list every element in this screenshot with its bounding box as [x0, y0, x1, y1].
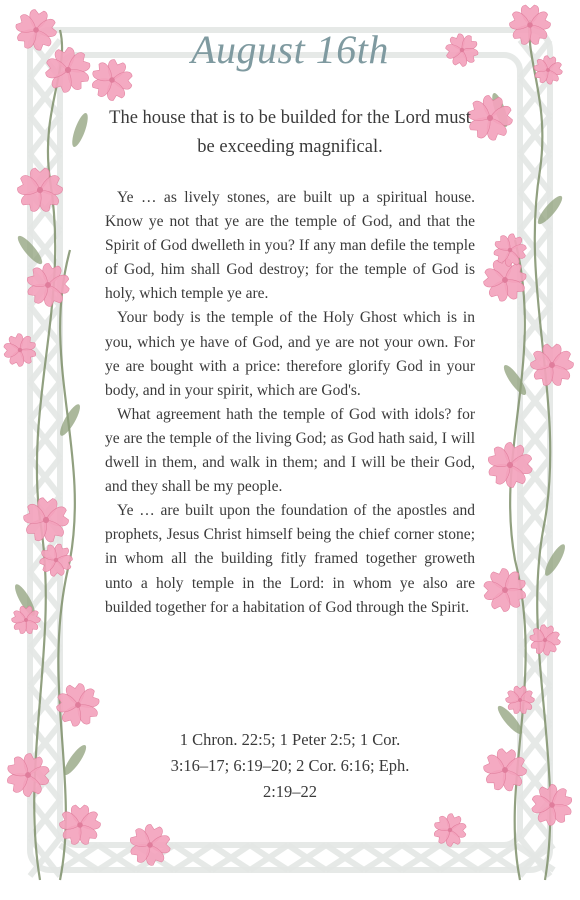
lattice-knot [30, 420, 60, 458]
lattice-knot [30, 686, 60, 724]
lattice-knot [30, 306, 60, 344]
paragraph: Your body is the temple of the Holy Ghost which is in you, which ye have of God, and ye are not your own. For ye are bought with a price: therefore glorify God in your body, and in your spirit, which are God's. [105, 309, 475, 399]
flower-center [77, 822, 83, 828]
paragraph: What agreement hath the temple of God with idols? for ye are the temple of the living God; as God hath said, I will dwell in them, and walk in them; and I will be their God, and they shall be my people. [105, 405, 475, 496]
flower-center [24, 618, 28, 622]
lattice-knot [30, 382, 60, 420]
leaf [69, 111, 91, 148]
lattice-knot [440, 845, 478, 870]
paragraph: Ye … are built upon the foundation of the apostles and prophets, Jesus Christ himself being the chief corner stone; in whom all the building fitly framed together groweth unto a holy temple in the Lord: in whom ye also are builded together for a habitation of God through the Spirit. [105, 502, 475, 616]
lattice-knot [520, 78, 550, 116]
flower-center [549, 362, 555, 368]
lattice-knot [364, 845, 402, 870]
lattice-knot [520, 116, 550, 154]
page-title: August 16th [191, 27, 389, 72]
lattice-knot [60, 845, 98, 870]
paragraph: Ye … as lively stones, are built up a spiritual house. Know ye not that ye are the temple of God, and that the Spirit of God dwelleth in you? If any man defile the temple of God, him shall God destroy; for the temple of God is holy, which temple ye are. [105, 189, 475, 303]
leaf [61, 742, 90, 777]
lattice-knot [520, 420, 550, 458]
lattice-knot [98, 845, 136, 870]
scripture-body [105, 186, 475, 620]
pink-flower [476, 562, 534, 618]
lattice-knot [212, 845, 250, 870]
lattice-knot [174, 845, 212, 870]
pink-flower [11, 606, 41, 635]
lattice-knot [520, 572, 550, 610]
lattice-knot [30, 648, 60, 686]
lattice-knot [250, 845, 288, 870]
lattice-knot [30, 458, 60, 496]
lattice-knot [520, 154, 550, 192]
lattice-knot [30, 724, 60, 762]
heading-verse: The house that is to be builded for the Lord must be exceeding magnifical. [109, 108, 471, 157]
lattice-knot [288, 845, 326, 870]
scripture-references: 1 Chron. 22:5; 1 Peter 2:5; 1 Cor. 3:16–17; 6:19–20; 2 Cor. 6:16; Eph. 2:19–22 [170, 730, 410, 801]
flower-center [37, 187, 43, 193]
lattice-knot [478, 845, 516, 870]
lattice-knot [326, 845, 364, 870]
lattice-knot [30, 116, 60, 154]
flower-center [518, 698, 522, 702]
leaf [542, 542, 569, 578]
lattice-knot [402, 845, 440, 870]
lattice-knot [520, 534, 550, 572]
